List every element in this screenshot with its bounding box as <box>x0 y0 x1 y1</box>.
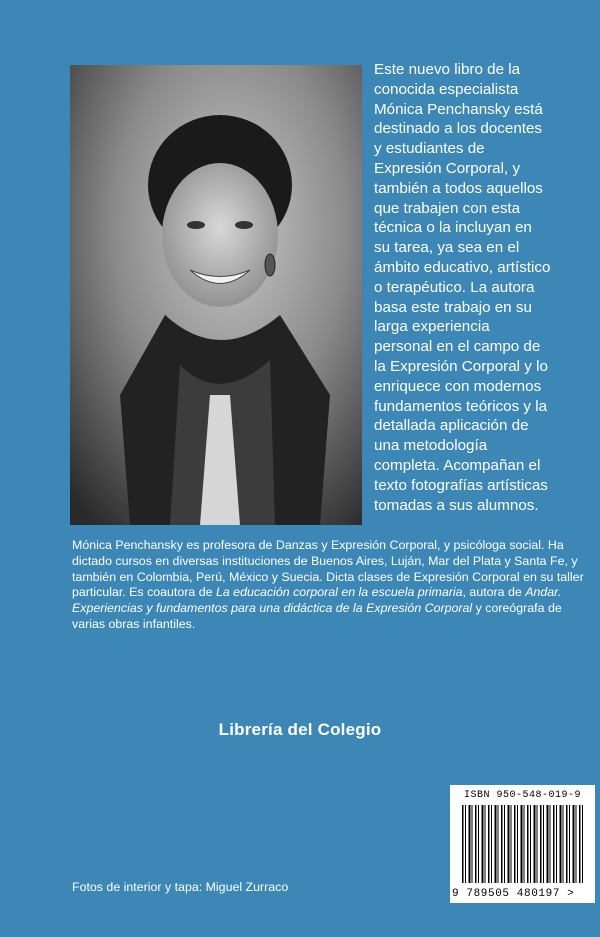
isbn-label: ISBN 950-548-019-9 <box>464 790 582 801</box>
book-title-2: Andar. Experiencias y fundamentos para una didáctica de la Expresión Corporal <box>72 585 562 616</box>
book-title-1: La educación corporal en la escuela primaria <box>215 585 463 600</box>
bio-text-1: Mónica Penchansky es profesora de Danzas y Expresión Corporal, y psicóloga social. Ha dictado cursos en diversas instituciones de Buenos Aires, Luján, Mar del Plata y Santa Fe, y también en Colombia, Perú, México y Suecia. Dicta clases de Expresión Corporal en su taller particular. Es coautora de <box>72 538 584 600</box>
barcode-box <box>450 785 595 903</box>
bio-text-2: , autora de <box>462 585 526 600</box>
ean-number: 9 789505 480197 > <box>452 888 575 900</box>
publisher-name: Librería del Colegio <box>218 720 382 739</box>
bio-text-3: y coreógrafa de varias obras infantiles. <box>72 601 562 631</box>
author-photo <box>70 65 362 525</box>
back-cover-blurb: Este nuevo libro de la conocida especialista Mónica Penchansky está destinado a los docentes y estudiantes de Expresión Corporal, y también a todos aquellos que trabajen con esta técnica o la incluyan en su tarea, ya sea en el ámbito educativo, artístico o terapéutico. La autora basa este trabajo en su larga experiencia personal en el campo de la Expresión Corporal y lo enriquece con modernos fundamentos teóricos y la detallada aplicación de una metodología completa. Acompañan el texto fotografías artísticas tomadas a sus alumnos. <box>374 61 551 514</box>
photo-credits: Fotos de interior y tapa: Miguel Zurraco <box>72 880 289 894</box>
author-bio <box>72 538 592 633</box>
barcode-icon <box>462 805 584 883</box>
